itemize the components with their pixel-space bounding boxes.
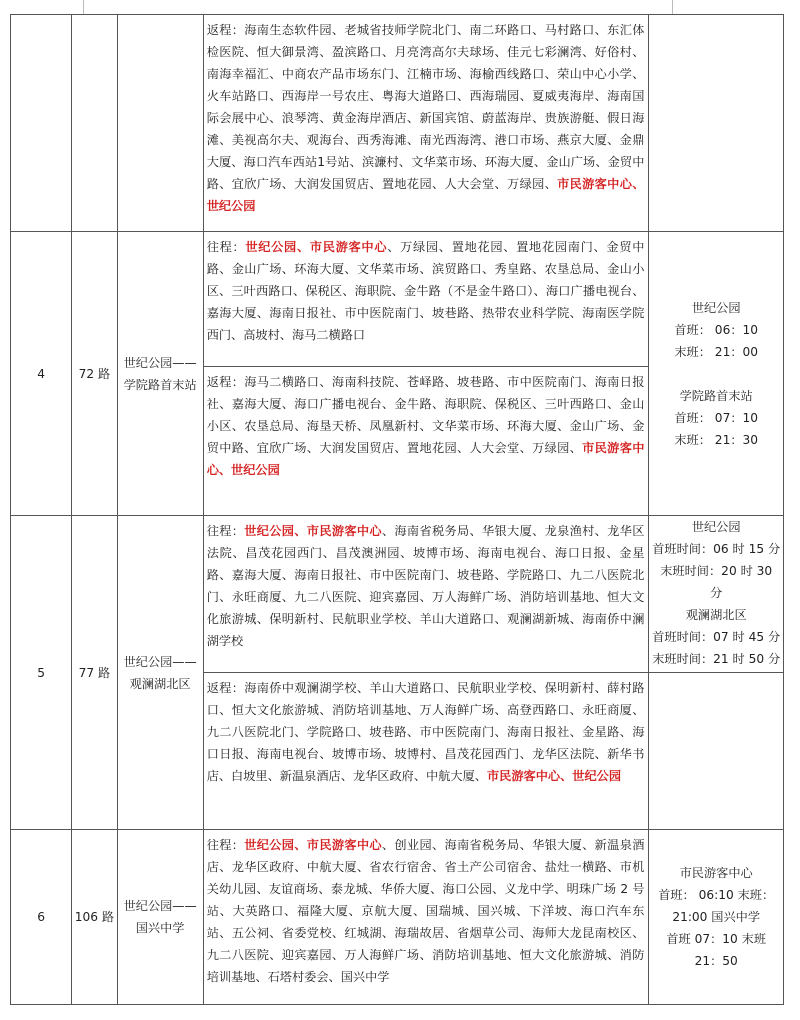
direction-label: 往程：: [206, 838, 245, 852]
highlighted-stops: 市民游客中心、世纪公园: [487, 769, 622, 783]
terminal-line: 世纪公园——: [123, 355, 197, 370]
stop-list: 海马二横路口、海南科技院、苍峄路、坡巷路、市中医院南门、海南日报社、嘉海大厦、海口广播电视台、金牛路、海职院、保税区、三叶西路口、金山小区、农垦总局、海垦天桥、凤凰新村、文华菜市场、环海大厦、金山广场、金贸中路、宜欣广场、大润发国贸店、置地花园、人大会堂、万绿园、: [206, 375, 645, 455]
route-name-cell: [72, 15, 117, 232]
highlighted-stops: 市民游客中心、世纪公园: [206, 441, 645, 477]
bus-route-table: [10, 14, 784, 1005]
stop-list: 、海南省税务局、华银大厦、龙泉渔村、龙华区法院、昌茂花园西门、昌茂澳洲园、坡博市场、海南电视台、海口日报、金星路、嘉海大厦、海南日报社、市中医院南门、坡巷路、学院路口、九二八医院北门、永旺商厦、九二八医院、迎宾嘉园、万人海鲜广场、消防培训基地、恒大文化旅游城、保明新村、民航职业学校、羊山大道路口、观澜湖新城、海南侨中澜湖学校: [206, 524, 645, 648]
schedule-cell: [649, 516, 784, 673]
route-number-cell: 6: [11, 830, 72, 1005]
direction-label: 返程：: [206, 681, 245, 695]
schedule-line: 21：50: [694, 954, 738, 968]
terminal-line: 世纪公园——: [123, 654, 197, 669]
route-number-cell: 5: [11, 516, 72, 830]
terminal-line: 世纪公园——: [123, 899, 197, 913]
schedule-line: 末班： 21：30: [674, 432, 759, 447]
schedule-line: 末班时间：20 时 30: [660, 564, 773, 578]
terminal-line: 国兴中学: [135, 921, 185, 935]
outbound-stops-cell: [203, 516, 649, 673]
direction-label: 返程：: [206, 375, 245, 389]
schedule-line: 世纪公园: [691, 300, 741, 315]
route-name-cell: 77 路: [72, 516, 117, 830]
stop-list: 、万绿园、置地花园、置地花园南门、金贸中路、金山广场、环海大厦、文华菜市场、滨贸路口、秀皇路、农垦总局、金山小区、三叶西路口、保税区、海职院、金牛路（不是金牛路口）、海口广播电视台、嘉海大厦、海南日报社、市中医院南门、坡巷路、热带农业科学院、海南医学院西门、高坡村、海马二横路口: [206, 240, 645, 342]
route-name-cell: 72 路: [72, 232, 117, 516]
direction-label: 返程：: [206, 23, 245, 37]
highlighted-stops: 世纪公园、市民游客中心: [245, 240, 388, 254]
outbound-stops-cell: [203, 232, 649, 367]
schedule-line: 首班： 07：10: [674, 410, 759, 425]
terminals-cell: [117, 15, 203, 232]
schedule-cell: [649, 15, 784, 232]
outbound-stops-cell: [203, 830, 649, 1005]
schedule-line: 首班： 06：10: [674, 322, 759, 337]
page-top-rule: [0, 0, 800, 14]
terminals-cell: [117, 830, 203, 1005]
schedule-line: 世纪公园: [691, 520, 741, 534]
schedule-spacer: [651, 363, 781, 385]
table-row-route-72: [11, 232, 784, 367]
schedule-cell: [649, 830, 784, 1005]
schedule-line: 末班时间：21 时 50 分: [652, 652, 781, 666]
schedule-line: 市民游客中心: [679, 866, 753, 880]
schedule-cell-empty: [649, 673, 784, 830]
schedule-line: 学院路首末站: [679, 388, 753, 403]
schedule-line: 首班时间：06 时 15 分: [652, 542, 781, 556]
terminal-line: 观澜湖北区: [129, 676, 191, 691]
direction-label: 往程：: [206, 240, 246, 254]
route-number-cell: [11, 15, 72, 232]
highlighted-stops: 市民游客中心、世纪公园: [206, 177, 645, 213]
schedule-line: 首班时间：07 时 45 分: [652, 630, 781, 644]
terminal-line: 学院路首末站: [123, 377, 197, 392]
return-stops-cell: [203, 15, 649, 232]
schedule-line: 观澜湖北区: [685, 608, 747, 622]
direction-label: 往程：: [206, 524, 245, 538]
highlighted-stops: 世纪公园、市民游客中心: [244, 838, 382, 852]
table-row-continued: [11, 15, 784, 232]
stop-list: 海南生态软件园、老城省技师学院北门、南二环路口、马村路口、东汇体检医院、恒大御景湾、盈滨路口、月亮湾高尔夫球场、佳元七彩澜湾、好俗村、南海幸福汇、中商农产品市场东门、江楠市场、海榆西线路口、荣山中心小学、火车站路口、西海岸一号农庄、粤海大道路口、西海瑞园、夏威夷海岸、海南国际会展中心、浪琴湾、黄金海岸酒店、新国宾馆、蔚蓝海岸、贵族游艇、假日海滩、美视高尔夫、观海台、西秀海滩、南光西海湾、港口市场、燕京大厦、金鼎大厦、海口汽车西站1号站、滨濂村、文华菜市场、环海大厦、金山广场、金贸中路、宜欣广场、大润发国贸店、置地花园、人大会堂、万绿园、: [206, 23, 645, 191]
terminals-cell: [117, 516, 203, 830]
table-row-route-77: [11, 516, 784, 673]
highlighted-stops: 世纪公园、市民游客中心: [244, 524, 382, 538]
stop-list: 、创业园、海南省税务局、华银大厦、新温泉酒店、龙华区政府、中航大厦、省农行宿舍、省土产公司宿舍、盐灶一横路、市机关幼儿园、友谊商场、泰龙城、华侨大厦、海口公园、义龙中学、明珠广场 2 号站、大英路口、福隆大厦、京航大厦、国瑞城、国兴城、下洋坡、海口汽车东站、五公祠、省委党校、红城湖、海瑞故居、省烟草公司、海师大龙昆南校区、九二八医院、迎宾嘉园、万人海鲜广场、消防培训基地、恒大文化旅游城、消防培训基地、石塔村委会、国兴中学: [206, 838, 645, 984]
return-stops-cell: [203, 367, 649, 516]
schedule-line: 分: [710, 586, 723, 600]
return-stops-cell: [203, 673, 649, 830]
schedule-line: 首班： 06:10 末班：: [658, 888, 775, 902]
schedule-cell: [649, 232, 784, 516]
route-number-cell: 4: [11, 232, 72, 516]
table-row-route-106: [11, 830, 784, 1005]
schedule-line: 末班： 21：00: [674, 344, 759, 359]
schedule-line: 21:00 国兴中学: [672, 910, 761, 924]
schedule-line: 首班 07：10 末班: [666, 932, 767, 946]
stop-list: 海南侨中观澜湖学校、羊山大道路口、民航职业学校、保明新村、薛村路口、恒大文化旅游城、消防培训基地、万人海鲜广场、高登西路口、永旺商厦、九二八医院北门、学院路口、坡巷路、市中医院南门、海南日报社、金星路、海口日报、海南电视台、坡博市场、坡博村、昌茂花园西门、龙华区法院、新华书店、白坡里、新温泉酒店、龙华区政府、中航大厦、: [206, 681, 645, 783]
terminals-cell: [117, 232, 203, 516]
route-name-cell: 106 路: [72, 830, 117, 1005]
